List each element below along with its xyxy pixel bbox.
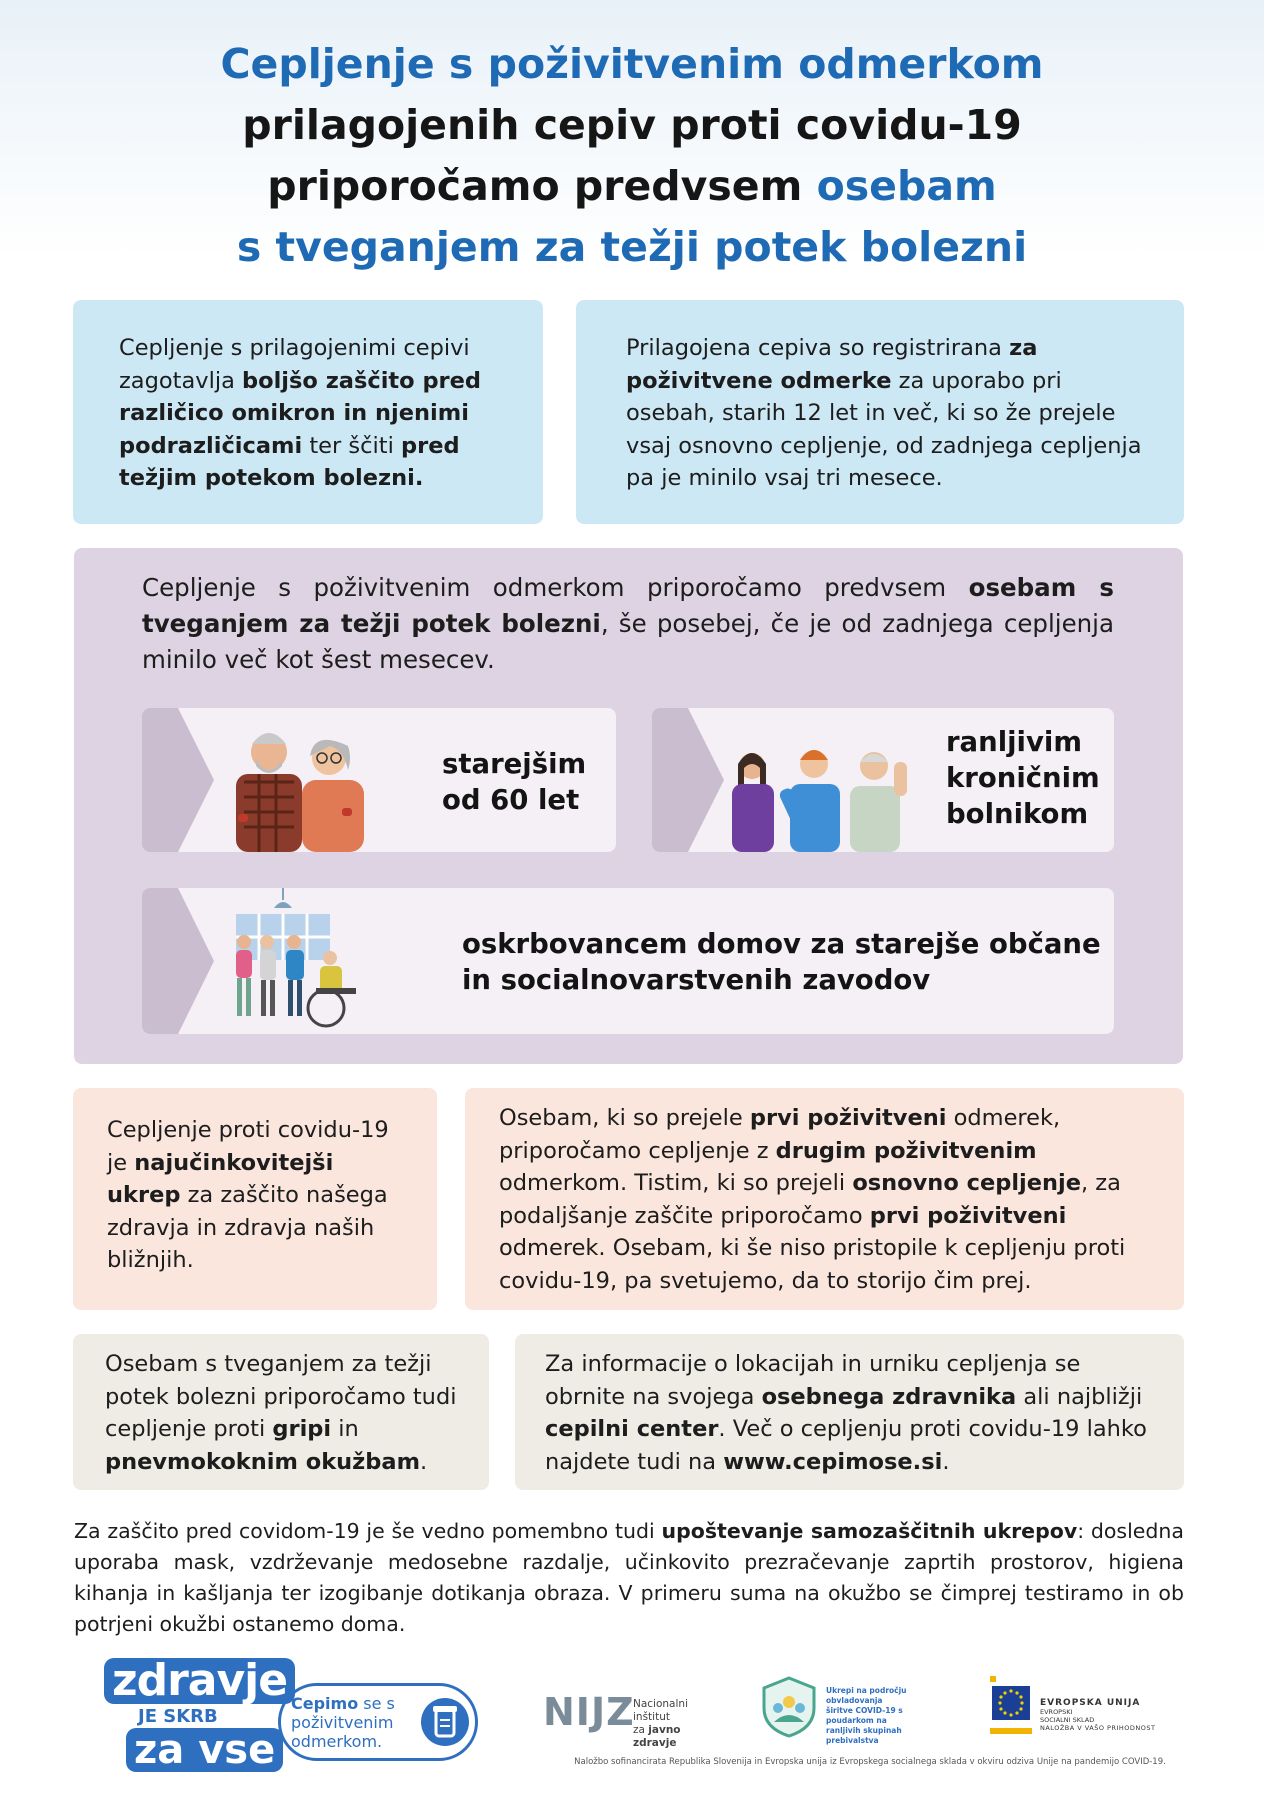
purple-text-1: Cepljenje s poživitvenim odmerkom priporočamo predvsem <box>142 573 969 602</box>
box4-text-2: odmerek, priporočamo cepljenje z <box>499 1105 1061 1164</box>
info-box-protection <box>73 300 543 524</box>
box5-text-2: in <box>331 1416 359 1442</box>
care-home-illustration <box>220 888 380 1034</box>
nijz-line-1: Nacionalni inštitut <box>633 1698 688 1723</box>
bottom-text-2: : dosledna uporaba mask, vzdrževanje medosebne razdalje, učinkovito prezračevanje zaprtih prostorov, higiena kihanja in kašljanja ter izogibanje dotikanja obraza. V primeru suma na okužbo se čimprej testiramo in ob potrjeni okužbi ostanemo doma. <box>74 1519 1184 1636</box>
info-box-flu-pneumococcal <box>73 1334 489 1490</box>
zdravje-logo <box>104 1655 288 1776</box>
group-label-care-homes <box>462 926 1101 998</box>
eu-line-2: EVROPSKI <box>1040 1708 1073 1716</box>
group-card-chronic <box>652 708 1114 852</box>
box4-bold-4: prvi poživitveni <box>869 1202 1067 1229</box>
title-line-3-highlight: osebam <box>816 162 997 210</box>
title-line-1: Cepljenje s poživitvenim odmerkom <box>220 40 1044 88</box>
nijz-line-2-prefix: za <box>633 1724 649 1736</box>
box6-text-4: . <box>942 1448 950 1475</box>
title-line-3 <box>0 156 1264 217</box>
box6-bold-1: osebnega zdravnika <box>761 1383 1017 1410</box>
care-line-2: in socialnovarstvenih zavodov <box>462 964 931 996</box>
nijz-line-2 <box>633 1724 723 1750</box>
chevron-icon <box>142 888 214 1034</box>
chronic-line-1: ranljivim <box>946 726 1082 758</box>
risk-groups-intro <box>142 570 1114 678</box>
elderly-line-1: starejšim <box>442 748 587 780</box>
nijz-logo <box>543 1690 723 1749</box>
cepimo-line-3: odmerkom. <box>291 1732 383 1751</box>
nijz-wordmark: NIJZ <box>543 1690 635 1734</box>
box5-bold-2: pnevmokoknim okužbam <box>105 1448 421 1475</box>
cepimo-badge <box>278 1683 478 1761</box>
cepimo-text <box>291 1694 395 1751</box>
zdravje-word: zdravje <box>104 1658 295 1704</box>
group-card-elderly <box>142 708 616 852</box>
box6-text-3: . Več o cepljenju proti covidu-19 lahko najdete tudi na <box>545 1416 1147 1475</box>
ukrepi-line-2: širitve COVID-19 s poudarkom na <box>826 1706 903 1725</box>
bottom-text-1: Za zaščito pred covidom-19 je še vedno pomembno tudi <box>74 1519 662 1543</box>
eu-logo <box>990 1676 1190 1740</box>
care-line-1: oskrbovancem domov za starejše občane <box>462 928 1101 960</box>
funding-note: Naložbo sofinancirata Republika Slovenija in Evropska unija iz Evropskega socialnega sklada v okviru odziva Unije na pandemijo COVID-19. <box>574 1757 1166 1767</box>
box4-bold-3: osnovno cepljenje <box>852 1170 1081 1196</box>
ukrepi-line-3: ranljivih skupinah prebivalstva <box>826 1726 902 1745</box>
box5-text-3: . <box>420 1448 428 1475</box>
page-title <box>0 34 1264 278</box>
nijz-text <box>633 1698 723 1750</box>
elderly-line-2: od 60 let <box>442 784 580 816</box>
box4-text-5: odmerek. Osebam, ki še niso pristopile k cepljenju proti covidu-19, pa svetujemo, da to storijo čim prej. <box>499 1235 1126 1294</box>
box1-bold-1: boljšo zaščito pred različico omikron in njenimi podrazličicami <box>119 367 482 459</box>
patients-illustration <box>714 744 914 852</box>
group-card-care-homes <box>142 888 1114 1034</box>
info-box-boosters <box>465 1088 1184 1310</box>
ukrepi-line-1: Ukrepi na področju obvladovanja <box>826 1686 907 1705</box>
box3-bold-1: najučinkovitejši ukrep <box>107 1149 334 1208</box>
chronic-line-3: bolnikom <box>946 798 1089 830</box>
info-box-effectiveness <box>73 1088 437 1310</box>
chronic-line-2: kroničnim <box>946 762 1100 794</box>
je-skrb-word: JE SKRB <box>138 1706 218 1727</box>
eu-line-3: SOCIALNI SKLAD <box>1040 1716 1095 1724</box>
box4-text-1: Osebam, ki so prejele <box>499 1105 750 1131</box>
box2-text-2: za uporabo pri osebah, starih 12 let in več, ki so že prejele vsaj osnovno cepljenje, od zadnjega cepljenja pa je minilo vsaj tri mesece. <box>626 367 1142 491</box>
group-label-elderly <box>442 746 586 818</box>
box3-text-1: Cepljenje proti covidu-19 je <box>107 1117 389 1176</box>
bottom-bold-1: upoštevanje samozaščitnih ukrepov <box>661 1519 1078 1543</box>
box4-text-4: , za podaljšanje zaščite priporočamo <box>499 1170 1121 1229</box>
cepimo-line-2: poživitvenim <box>291 1713 394 1732</box>
vaccine-vial-icon <box>419 1696 471 1748</box>
chevron-icon <box>142 708 214 852</box>
info-box-registration <box>576 300 1184 524</box>
elderly-couple-illustration <box>214 722 394 852</box>
cepimo-line-1 <box>291 1694 395 1713</box>
purple-bold-1: osebam s tveganjem za težji potek bolezni <box>142 573 1115 638</box>
box1-bold-2: pred težjim potekom bolezni. <box>119 432 460 491</box>
website-link[interactable]: www.cepimose.si <box>723 1448 943 1475</box>
shield-icon <box>760 1676 818 1738</box>
purple-text-2: , še posebej, če je od zadnjega cepljenja minilo več kot šest mesecev. <box>142 609 1114 674</box>
box5-text-1: Osebam s tveganjem za težji potek bolezni priporočamo tudi cepljenje proti <box>105 1351 457 1442</box>
box6-bold-2: cepilni center <box>545 1416 719 1442</box>
cepimo-bold: Cepimo <box>291 1694 359 1713</box>
box4-text-3: odmerkom. Tistim, ki so prejeli <box>499 1170 853 1196</box>
title-line-4: s tveganjem za težji potek bolezni <box>236 223 1028 271</box>
eu-text <box>1040 1698 1155 1732</box>
title-line-2: prilagojenih cepiv proti covidu-19 <box>242 101 1022 149</box>
box4-bold-2: drugim poživitvenim <box>775 1137 1037 1164</box>
box2-text-1: Prilagojena cepiva so registrirana <box>626 335 1010 361</box>
box1-text-2: ter ščiti <box>302 432 401 459</box>
eu-line-4: NALOŽBA V VAŠO PRIHODNOST <box>1040 1724 1156 1732</box>
box6-text-2: ali najbližji <box>1016 1383 1143 1410</box>
eu-flag-icon <box>990 1676 1032 1736</box>
info-box-locations <box>515 1334 1184 1490</box>
nijz-line-2-bold: javno zdravje <box>633 1724 681 1749</box>
box5-bold-1: gripi <box>272 1416 332 1442</box>
box3-text-2: za zaščito našega zdravja in zdravja naših bližnjih. <box>107 1182 388 1273</box>
cepimo-rest: se s <box>358 1694 395 1713</box>
eu-line-1: EVROPSKA UNIJA <box>1040 1698 1141 1708</box>
ukrepi-logo <box>760 1676 940 1745</box>
za-vse-word: za vse <box>126 1728 283 1772</box>
box2-bold-1: za poživitvene odmerke <box>626 335 1038 394</box>
box1-text-1: Cepljenje s prilagojenimi cepivi zagotavlja <box>119 335 470 394</box>
self-protection-paragraph <box>74 1516 1184 1640</box>
box4-bold-1: prvi poživitveni <box>749 1105 947 1131</box>
title-line-3-prefix: priporočamo predvsem <box>267 162 817 210</box>
ukrepi-text <box>826 1686 940 1746</box>
box6-text-1: Za informacije o lokacijah in urniku cepljenja se obrnite na svojega <box>545 1351 1081 1410</box>
group-label-chronic <box>946 724 1100 832</box>
